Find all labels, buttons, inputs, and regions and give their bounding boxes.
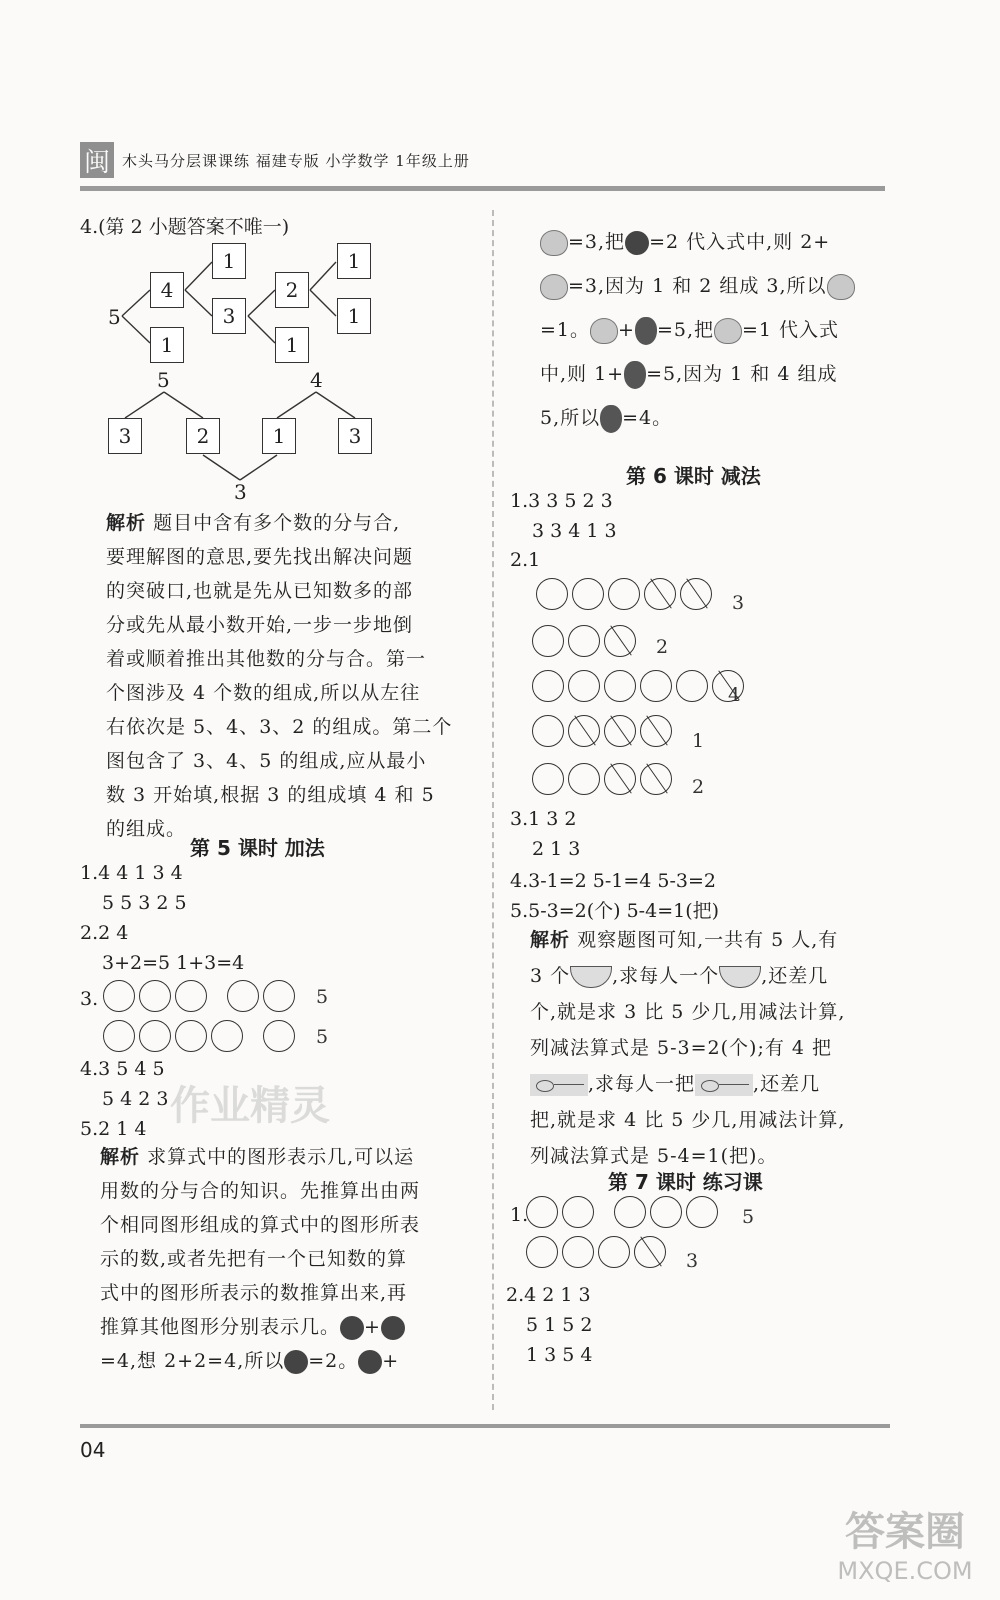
l7-q1-num1: 5 (742, 1206, 755, 1228)
tree1-box-h: 1 (337, 298, 371, 334)
column-divider (492, 210, 494, 1410)
tree2-box-b: 2 (186, 418, 220, 454)
l5-q1: 1.4 4 1 3 4 5 5 3 2 5 (80, 862, 187, 914)
lesson5-title: 第 5 课时 加法 (190, 836, 325, 860)
l6-q2-num5: 2 (692, 776, 705, 798)
book-title: 木头马分层课课练 福建专版 小学数学 1年级上册 (122, 152, 470, 170)
region-icon: 闽 (80, 142, 114, 178)
tree2-top-left: 5 (157, 368, 170, 392)
l6-q2-num4: 1 (692, 730, 705, 752)
strawberry-icon (624, 361, 646, 389)
l7-q1-row2 (526, 1236, 670, 1268)
peach-icon (540, 230, 568, 256)
l6-q2-num3: 4 (728, 684, 741, 706)
l5-q2: 2.2 4 3+2=5 1+3=4 (80, 922, 245, 974)
analysis-3: 解析 观察题图可知,一共有 5 人,有 3 个 ,求每人一个 ,还差几 个,就是求 3 比 5 少几,用减法计算, 列减法算式是 5-3=2(个);有 4 把 ,求每人一把 ,还差几 把,就是求 4 比 5 少几,用减法计算, 列减法算式是 5-4=1(把)。 (530, 929, 846, 1167)
l5-q3-num1: 5 (316, 986, 329, 1008)
peach-icon (540, 274, 568, 300)
l6-q2-num2: 2 (656, 636, 669, 658)
apple-icon (358, 1350, 382, 1374)
watermark: 作业精灵 (170, 1083, 330, 1129)
q4-title: 4.(第 2 小题答案不唯一) (80, 216, 290, 238)
strawberry-icon (600, 405, 622, 433)
lesson7-title: 第 7 课时 练习课 (608, 1170, 763, 1194)
l6-q4: 4.3-1=2 5-1=4 5-3=2 (510, 870, 717, 892)
tree1-box-e: 2 (275, 272, 309, 308)
l6-q3: 3.1 3 2 2 1 3 (510, 808, 581, 860)
l6-q5: 5.5-3=2(个) 5-4=1(把) (510, 900, 720, 922)
page-number: 04 (80, 1438, 106, 1462)
peach-icon (827, 274, 855, 300)
lesson6-title: 第 6 课时 减法 (626, 464, 761, 488)
l5-q5: 5.2 1 4 (80, 1118, 147, 1140)
peach-icon (590, 318, 618, 344)
tree2-box-c: 1 (262, 418, 296, 454)
l5-q3-row1 (103, 980, 299, 1012)
apple-icon (381, 1316, 405, 1340)
tree1-box-f: 1 (275, 327, 309, 363)
corner-logo: 答案圈 MXQE.COM (837, 1509, 973, 1585)
l5-q3-label: 3. (80, 988, 99, 1010)
l7-q1-num2: 3 (686, 1250, 699, 1272)
tree1-box-a: 4 (150, 272, 184, 308)
analysis-label: 解析 (106, 512, 147, 534)
spoon-icon (695, 1074, 753, 1096)
apple-icon (340, 1316, 364, 1340)
tree1-box-g: 1 (337, 243, 371, 279)
tree1-box-c: 1 (212, 243, 246, 279)
analysis-1: 解析 题目中含有多个数的分与合, 要理解图的意思,要先找出解决问题 的突破口,也就是先从已知数多的部 分或先从最小数开始,一步一步地倒 着或顺着推出其他数的分与合。第一 个图涉及 4 个数的组成,所以从左往 右依次是 5、4、3、2 的组成。第二个 图包含了 3、4、5 的组成,应从最小 数 3 开始填,根据 3 的组成填 4 和 5 的组成。 (106, 512, 453, 840)
l6-q2-row2 (532, 625, 640, 657)
l6-q1: 1.3 3 5 2 3 3 3 4 1 3 (510, 490, 617, 542)
l5-q4: 4.3 5 4 5 5 4 2 3 (80, 1058, 169, 1110)
l6-q2-row4 (532, 715, 676, 747)
l5-q3-num2: 5 (316, 1026, 329, 1048)
tree2-bottom: 3 (234, 480, 247, 504)
strawberry-icon (635, 317, 657, 345)
l7-q1-row1 (526, 1196, 722, 1228)
l6-q2-row5 (532, 763, 676, 795)
l6-q2-row1 (536, 578, 716, 610)
l6-q2-label: 2.1 (510, 549, 541, 571)
l7-q2: 2.4 2 1 3 5 1 5 2 1 3 5 4 (506, 1284, 593, 1366)
l5-q3-row2 (103, 1020, 299, 1052)
bowl-icon (719, 966, 761, 988)
apple-icon (284, 1350, 308, 1374)
header-rule (80, 186, 885, 191)
tree2-top-right: 4 (310, 368, 323, 392)
analysis-2-continued: =3,把 =2 代入式中,则 2+ =3,因为 1 和 2 组成 3,所以 =1。 + =5,把 =1 代入式 中,则 1+ =5,因为 1 和 4 组成 5,所以 =4。 (540, 220, 890, 440)
peach-icon (714, 318, 742, 344)
bowl-icon (570, 966, 612, 988)
tree2-box-d: 3 (338, 418, 372, 454)
l6-q2-num1: 3 (732, 592, 745, 614)
apple-icon (625, 231, 649, 255)
tree2-box-a: 3 (108, 418, 142, 454)
footer-rule (80, 1424, 890, 1428)
spoon-icon (530, 1074, 588, 1096)
l7-q1-label: 1. (510, 1204, 529, 1226)
analysis-2: 解析 求算式中的图形表示几,可以运 用数的分与合的知识。先推算出由两 个相同图形组成的算式中的图形所表 示的数,或者先把有一个已知数的算 式中的图形所表示的数推算出来,再 推算其他图形分别表示几。 + =4,想 2+2=4,所以 =2。 + (100, 1146, 421, 1372)
tree1-box-b: 1 (150, 327, 184, 363)
tree1-box-d: 3 (212, 298, 246, 334)
tree1-root: 5 (108, 305, 121, 329)
l6-q2-row3 (532, 670, 748, 702)
